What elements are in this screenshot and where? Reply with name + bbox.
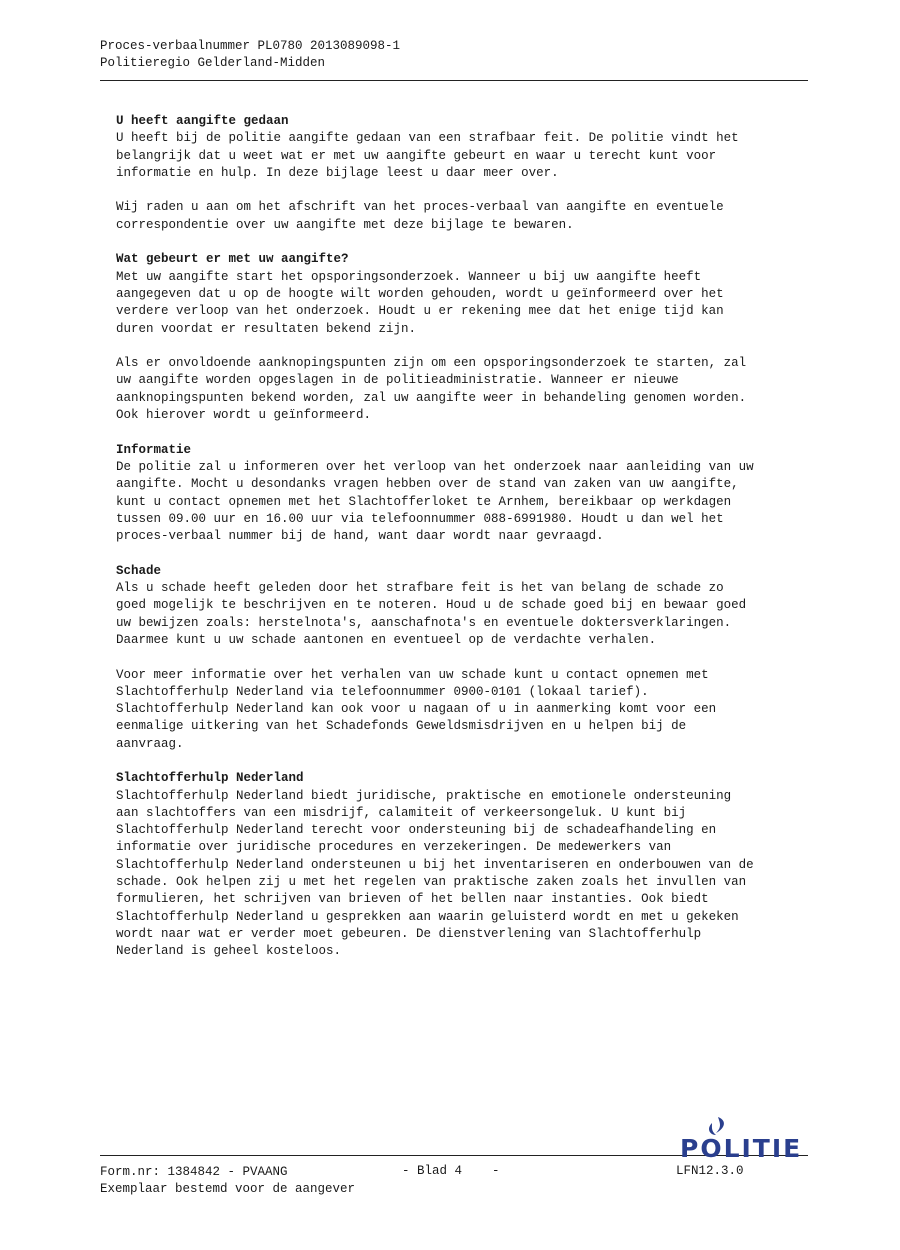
text-line: Als er onvoldoende aanknopingspunten zijn om een opsporingsonderzoek te starten, zal [116, 356, 747, 371]
text-line: Met uw aangifte start het opsporingsonderzoek. Wanneer u bij uw aangifte heeft [116, 269, 702, 284]
text-line: Wij raden u aan om het afschrift van het proces-verbaal van aangifte en eventuele [116, 200, 724, 215]
text-line: verdere verloop van het onderzoek. Houdt u er rekening mee dat het enige tijd kan [116, 304, 724, 319]
form-code: LFN12.3.0 [676, 1164, 744, 1178]
text-line: Slachtofferhulp Nederland u gesprekken aan waarin geluisterd wordt en met u gekeken [116, 909, 739, 924]
copy-destination: Exemplaar bestemd voor de aangever [100, 1182, 356, 1196]
document-header [100, 38, 400, 72]
politie-flame-icon [709, 1117, 724, 1135]
text-line: Slachtofferhulp Nederland biedt juridische, praktische en emotionele ondersteuning [116, 788, 732, 803]
text-line: Nederland is geheel kosteloos. [116, 944, 342, 959]
text-line: informatie over juridische procedures en verzekeringen. De medewerkers van [116, 840, 672, 855]
text-line: aanvraag. [116, 736, 184, 751]
politie-logo-text: POLITIE [680, 1134, 803, 1161]
text-line: Als u schade heeft geleden door het strafbare feit is het van belang de schade zo [116, 581, 724, 596]
text-line: Slachtofferhulp Nederland ondersteunen u bij het inventariseren en onderbouwen van de [116, 857, 754, 872]
text-line: Daarmee kunt u uw schade aantonen en eventueel op de verdachte verhalen. [116, 632, 657, 647]
section-heading: Wat gebeurt er met uw aangifte? [116, 252, 349, 267]
police-region: Politieregio Gelderland-Midden [100, 56, 326, 70]
section-heading: Slachtofferhulp Nederland [116, 771, 304, 786]
text-line: Ook hierover wordt u geïnformeerd. [116, 408, 372, 423]
text-line: tussen 09.00 uur en 16.00 uur via telefoonnummer 088-6991980. Houdt u dan wel het [116, 511, 724, 526]
text-line: duren voordat er resultaten bekend zijn. [116, 321, 417, 336]
paragraph [116, 788, 816, 961]
text-line: uw aangifte worden opgeslagen in de politieadministratie. Wanneer er nieuwe [116, 373, 679, 388]
text-line: U heeft bij de politie aangifte gedaan van een strafbaar feit. De politie vindt het [116, 131, 739, 146]
section-heading: Informatie [116, 442, 192, 457]
paragraph [116, 130, 816, 182]
text-line: belangrijk dat u weet wat er met uw aangifte gebeurt en waar u terecht kunt voor [116, 148, 717, 163]
text-line: correspondentie over uw aangifte met deze bijlage te bewaren. [116, 217, 574, 232]
text-line: proces-verbaal nummer bij de hand, want daar wordt naar gevraagd. [116, 529, 604, 544]
document-body [116, 113, 816, 978]
paragraph [116, 199, 816, 234]
text-line: De politie zal u informeren over het verloop van het onderzoek naar aanleiding van uw [116, 459, 754, 474]
text-line: informatie en hulp. In deze bijlage leest u daar meer over. [116, 165, 559, 180]
paragraph [116, 459, 816, 545]
page-number: - Blad 4 - [402, 1164, 500, 1178]
text-line: eenmalige uitkering van het Schadefonds Geweldsmisdrijven en u helpen bij de [116, 719, 687, 734]
text-line: aangegeven dat u op de hoogte wilt worden gehouden, wordt u geïnformeerd over het [116, 286, 724, 301]
header-divider [100, 80, 808, 81]
text-line: uw bewijzen zoals: herstelnota's, aanschafnota's en eventuele doktersverklaringen. [116, 615, 732, 630]
text-line: wordt naar wat er verder moet gebeuren. De dienstverlening van Slachtofferhulp [116, 926, 702, 941]
section-heading: Schade [116, 563, 162, 578]
paragraph [116, 667, 816, 753]
text-line: aangifte. Mocht u desondanks vragen hebben over de stand van zaken van uw aangifte, [116, 477, 739, 492]
text-line: schade. Ook helpen zij u met het regelen van praktische zaken zoals het invullen van [116, 875, 747, 890]
text-line: aan slachtoffers van een misdrijf, calamiteit of verkeersongeluk. U kunt bij [116, 805, 687, 820]
footer-form-info [100, 1164, 355, 1198]
text-line: Slachtofferhulp Nederland terecht voor ondersteuning bij de schadeafhandeling en [116, 823, 717, 838]
text-line: Slachtofferhulp Nederland kan ook voor u nagaan of u in aanmerking komt voor een [116, 702, 717, 717]
text-line: aanknopingspunten bekend worden, zal uw aangifte weer in behandeling genomen worden. [116, 390, 747, 405]
text-line: kunt u contact opnemen met het Slachtofferloket te Arnhem, bereikbaar op werkdagen [116, 494, 732, 509]
paragraph [116, 580, 816, 649]
paragraph [116, 269, 816, 338]
text-line: Voor meer informatie over het verhalen van uw schade kunt u contact opnemen met [116, 667, 709, 682]
text-line: formulieren, het schrijven van brieven of het bellen naar instanties. Ook biedt [116, 892, 709, 907]
text-line: Slachtofferhulp Nederland via telefoonnummer 0900-0101 (lokaal tarief). [116, 684, 649, 699]
politie-logo [676, 1113, 826, 1161]
paragraph [116, 355, 816, 424]
section-heading: U heeft aangifte gedaan [116, 114, 289, 128]
form-number: Form.nr: 1384842 - PVAANG [100, 1165, 288, 1179]
proces-verbaal-number: Proces-verbaalnummer PL0780 2013089098-1 [100, 39, 401, 53]
text-line: goed mogelijk te beschrijven en te noteren. Houd u de schade goed bij en bewaar goed [116, 598, 747, 613]
